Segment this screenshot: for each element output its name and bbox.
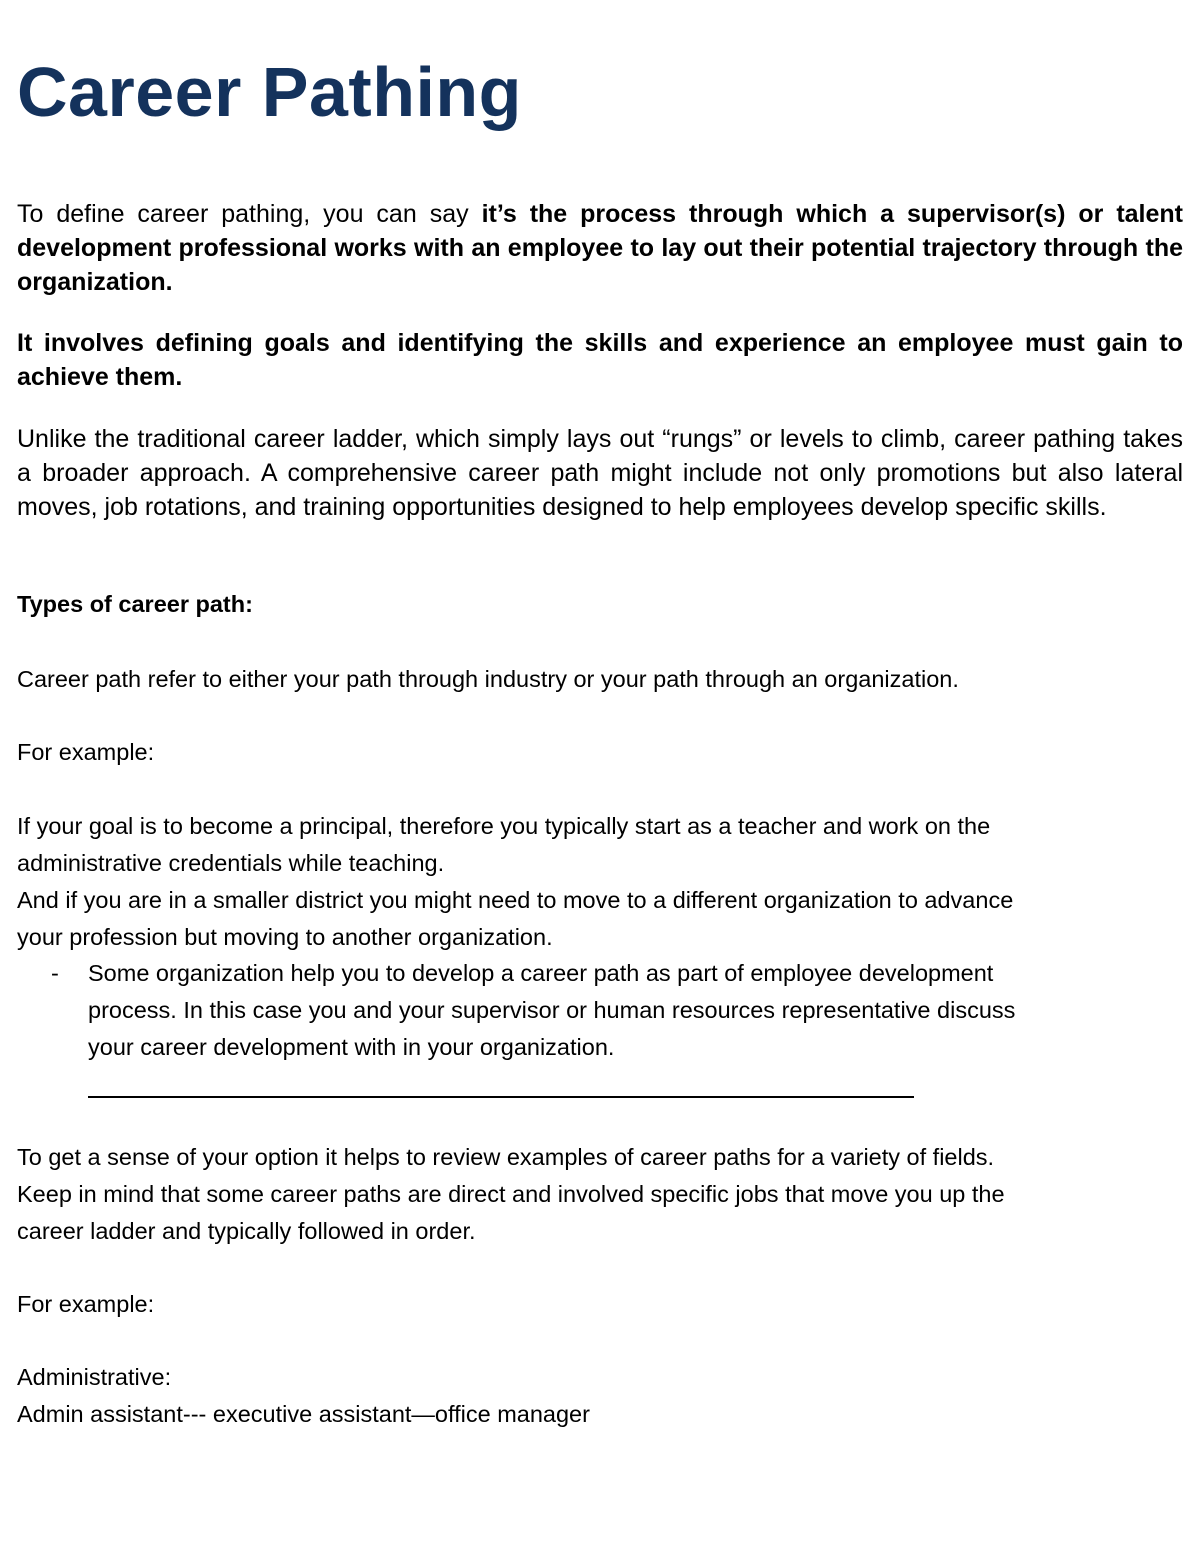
example-line: If your goal is to become a principal, therefore you typically start as a teacher and work on the (17, 813, 991, 839)
example-label-2: For example: (17, 1291, 155, 1317)
example-label-1: For example: (17, 739, 155, 765)
definition-bold: it’s the process through which a supervisor(s) or talent development professional works with an employee to lay out their potential trajectory through the organization. (17, 200, 1183, 296)
example-line: your profession but moving to another organization. (17, 924, 553, 950)
bullet-line: your career development with in your organization. (88, 1034, 615, 1060)
types-heading: Types of career path: (17, 591, 253, 617)
bullet-line: process. In this case you and your supervisor or human resources representative discuss (88, 997, 1016, 1023)
page-title: Career Pathing (17, 53, 522, 131)
example-line: administrative credentials while teaching. (17, 850, 445, 876)
bullet-line: Some organization help you to develop a career path as part of employee development (88, 960, 994, 986)
admin-label: Administrative: (17, 1364, 172, 1390)
sense-line: To get a sense of your option it helps to review examples of career paths for a variety of fields. (17, 1144, 995, 1170)
definition-intro: To define career pathing, you can say (17, 200, 482, 228)
career-ladder-paragraph: Unlike the traditional career ladder, which simply lays out “rungs” or levels to climb, career pathing takes a broader approach. A comprehensive career path might include not only promotions but also lateral moves, job rotations, and training opportunities designed to help employees develop specific skills. (17, 425, 1183, 521)
example-line: And if you are in a smaller district you might need to move to a different organization to advance (17, 887, 1014, 913)
types-text: Career path refer to either your path through industry or your path through an organization. (17, 666, 959, 692)
sense-line: career ladder and typically followed in order. (17, 1218, 476, 1244)
admin-path: Admin assistant--- executive assistant—office manager (17, 1401, 590, 1427)
horizontal-rule (88, 1096, 914, 1098)
sense-line: Keep in mind that some career paths are direct and involved specific jobs that move you up the (17, 1181, 1005, 1207)
bullet-marker: - (51, 960, 59, 986)
definition-paragraph (17, 197, 1183, 299)
goals-paragraph: It involves defining goals and identifying the skills and experience an employee must gain to achieve them. (17, 329, 1183, 391)
